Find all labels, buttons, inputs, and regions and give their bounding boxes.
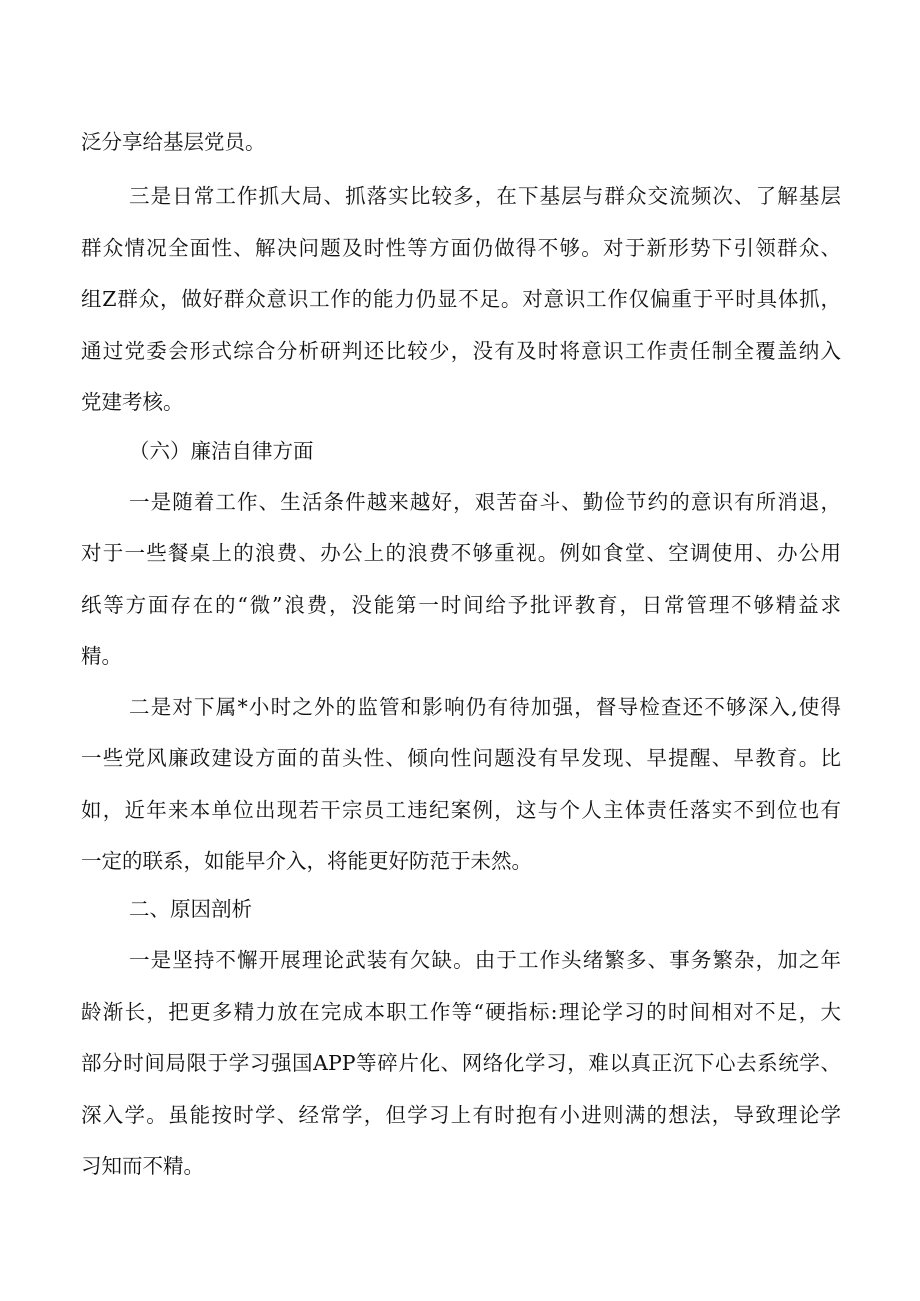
paragraph-line: 通过党委会形式综合分析研判还比较少，没有及时将意识工作责任制全覆盖纳入 bbox=[81, 339, 841, 363]
paragraph-line: 一是坚持不懈开展理论武装有欠缺。由于工作头绪繁多、事务繁杂，加之年 bbox=[129, 948, 841, 972]
paragraph-line: 习知而不精。 bbox=[81, 1154, 204, 1178]
paragraph-line: 一定的联系，如能早介入，将能更好防范于未然。 bbox=[81, 849, 532, 873]
paragraph-line: 一是随着工作、生活条件越来越好，艰苦奋斗、勤俭节约的意识有所消退， bbox=[129, 490, 841, 514]
paragraph-line: 精。 bbox=[81, 644, 122, 668]
paragraph-line: 如，近年来本单位出现若干宗员工违纪案例，这与个人主体责任落实不到位也有 bbox=[81, 798, 841, 822]
section-heading: 二、原因剖析 bbox=[129, 897, 252, 921]
paragraph-line: 组Z群众，做好群众意识工作的能力仍显不足。对意识工作仅偏重于平时具体抓， bbox=[81, 287, 841, 311]
paragraph-line: 泛分享给基层党员。 bbox=[81, 130, 266, 154]
paragraph-line: 一些党风廉政建设方面的苗头性、倾向性问题没有早发现、早提醒、早教育。比 bbox=[81, 746, 841, 770]
section-heading: （六）廉洁自律方面 bbox=[129, 439, 314, 463]
paragraph-line: 深入学。虽能按时学、经常学，但学习上有时抱有小进则满的想法，导致理论学 bbox=[81, 1103, 841, 1127]
paragraph-line: 二是对下属*小时之外的监管和影响仍有待加强，督导检查还不够深入,使得 bbox=[129, 695, 841, 719]
paragraph-line: 三是日常工作抓大局、抓落实比较多，在下基层与群众交流频次、了解基层 bbox=[129, 184, 841, 208]
paragraph-line: 部分时间局限于学习强国APP等碎片化、网络化学习，难以真正沉下心去系统学、 bbox=[81, 1051, 841, 1075]
paragraph-line: 党建考核。 bbox=[81, 390, 184, 414]
paragraph-line: 龄渐长，把更多精力放在完成本职工作等“硬指标:理论学习的时间相对不足，大 bbox=[81, 1000, 841, 1024]
paragraph-line: 纸等方面存在的“微”浪费，没能第一时间给予批评教育，日常管理不够精益求 bbox=[81, 593, 841, 617]
paragraph-line: 群众情况全面性、解决问题及时性等方面仍做得不够。对于新形势下引领群众、 bbox=[81, 236, 841, 260]
paragraph-line: 对于一些餐桌上的浪费、办公上的浪费不够重视。例如食堂、空调使用、办公用 bbox=[81, 541, 841, 565]
